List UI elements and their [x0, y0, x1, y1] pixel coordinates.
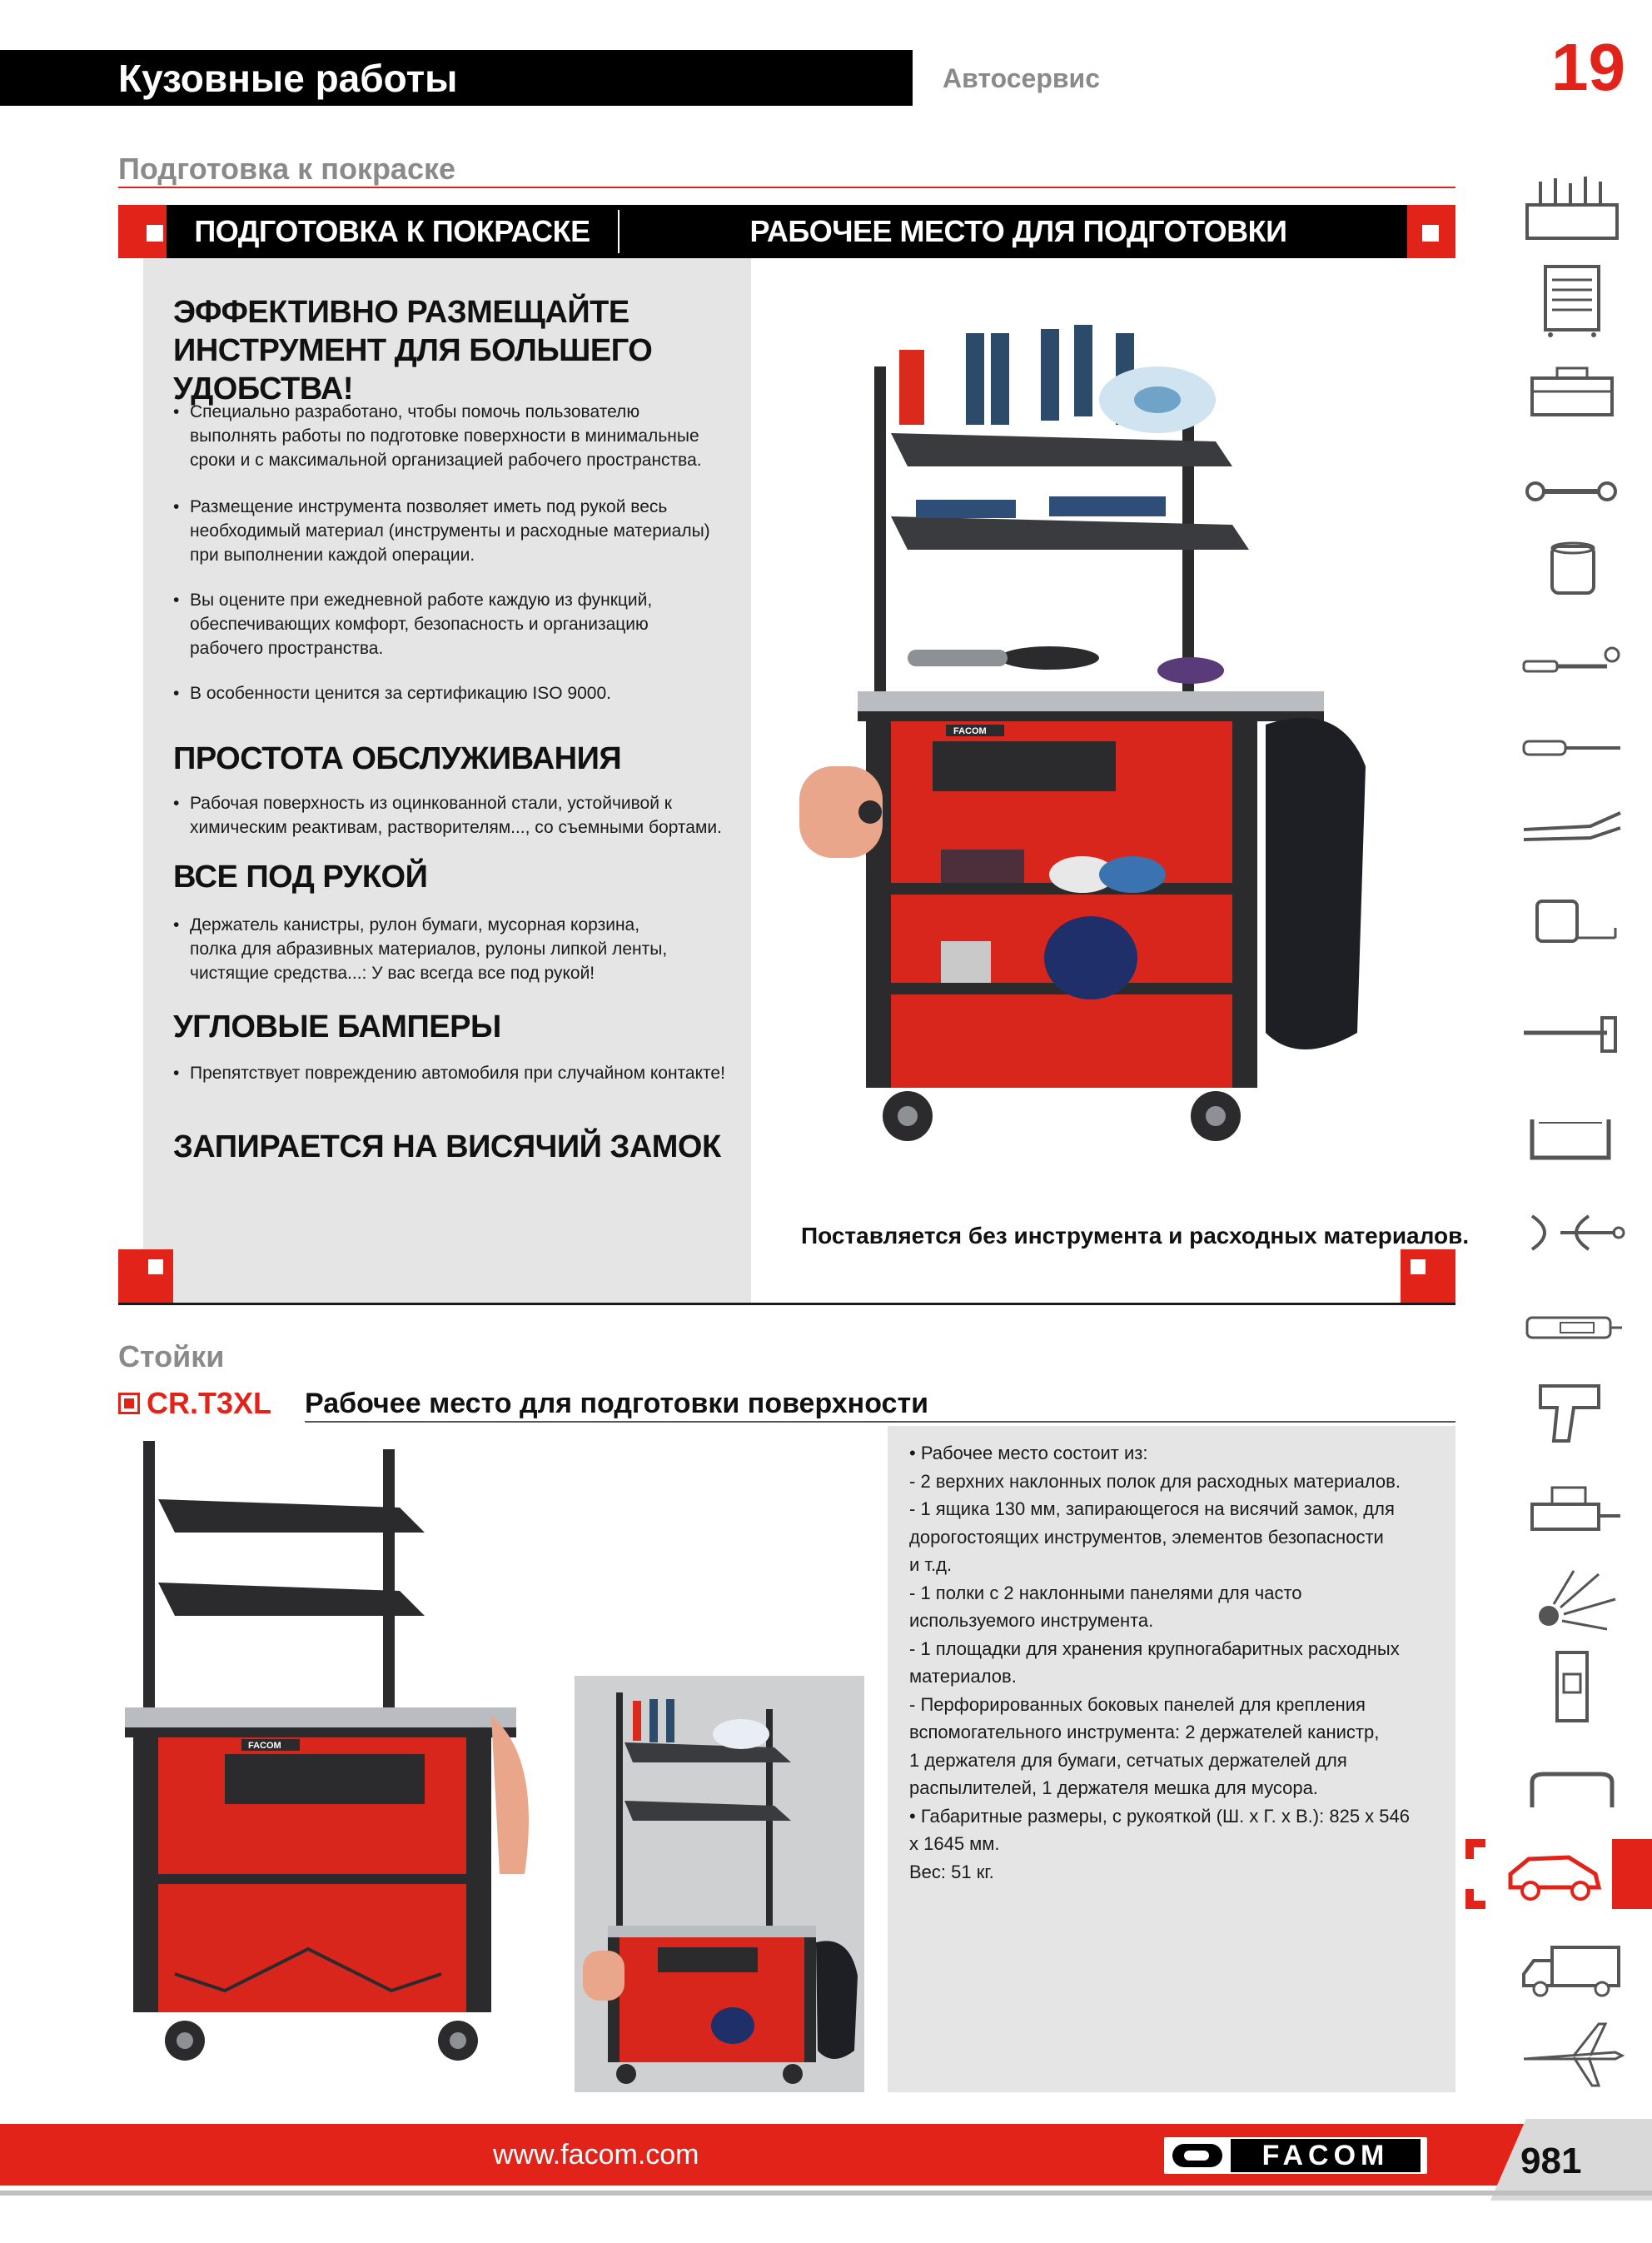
brand-logo-text: FACOM [1231, 2139, 1421, 2172]
loaded-cart-image [575, 1676, 864, 2092]
feature-bullet: • Вы оцените при ежедневной работе каждую из функций, обеспечивающих комфорт, безопасность и организацию рабочего пространства. [173, 591, 653, 658]
feature-bullet: • В особенности ценится за сертификацию ISO 9000. [173, 684, 611, 703]
block-heading: ПРОСТОТА ОБСЛУЖИВАНИЯ [173, 741, 622, 776]
block-heading: УГЛОВЫЕ БАМПЕРЫ [173, 1009, 501, 1044]
product-name: Рабочее место для подготовки поверхности [305, 1388, 928, 1419]
spec-line: - 2 верхних наклонных полок для расходных материалов. [909, 1470, 1401, 1492]
section-title: Стойки [118, 1339, 225, 1373]
socket-icon[interactable] [1515, 530, 1629, 605]
banner-corner-mark [1422, 225, 1439, 242]
hacksaw-icon[interactable] [1515, 1103, 1629, 1178]
block-heading: ВСЕ ПОД РУКОЙ [173, 860, 428, 895]
spec-line: Вес: 51 кг. [909, 1861, 994, 1882]
safety-icon[interactable] [1515, 1566, 1629, 1641]
tool-box-icon[interactable] [1515, 355, 1629, 430]
product-code-marker [118, 1393, 140, 1414]
empty-cart-image [108, 1441, 541, 2091]
footer-rule [0, 2191, 1652, 2196]
ratchet-icon[interactable] [1515, 613, 1629, 688]
electrical-icon[interactable] [1515, 1649, 1629, 1724]
supply-note: Поставляется без инструмента и расходных материалов. [801, 1223, 1470, 1249]
feature-bullet: • Держатель канистры, рулон бумаги, мусорная корзина, полка для абразивных материалов, рулоны липкой ленты, чистящие средства...: У вас всегда все под рукой! [173, 915, 668, 983]
section-divider [118, 187, 1455, 188]
feature-bullet: • Размещение инструмента позволяет иметь под рукой весь необходимый материал (инструменты и расходные материалы) при выполнении каждой операции. [173, 497, 710, 565]
puller-icon[interactable] [1515, 1191, 1629, 1266]
banner-separator [618, 210, 620, 253]
loaded-cart-thumbnail [575, 1676, 864, 2092]
wrench-icon[interactable] [1515, 441, 1629, 516]
tool-chest-icon[interactable] [1515, 263, 1629, 338]
spec-line: • Рабочее место состоит из: [909, 1443, 1148, 1463]
product-divider [305, 1421, 1455, 1423]
workstation-cart-image [799, 300, 1399, 1208]
section-divider-bottom [118, 1303, 1455, 1305]
handle-icon[interactable] [1515, 1749, 1629, 1824]
corner-block-right [1401, 1249, 1455, 1303]
section-title: Подготовка к покраске [118, 152, 456, 186]
airplane-icon[interactable] [1515, 2016, 1629, 2091]
banner-label-left: ПОДГОТОВКА К ПОКРАСКЕ [194, 214, 590, 248]
banner-label-right: РАБОЧЕЕ МЕСТО ДЛЯ ПОДГОТОВКИ ПОВЕРХНОСТЕЙ [749, 214, 1287, 302]
banner-corner-mark [147, 225, 163, 242]
footer-url[interactable]: www.facom.com [493, 2139, 699, 2171]
product-code: CR.T3XL [147, 1386, 272, 1420]
tester-icon[interactable] [1515, 1288, 1629, 1363]
vice-icon[interactable] [1515, 1471, 1629, 1546]
spec-line: • Габаритные размеры, с рукояткой (Ш. х Г. х В.): 825 x 546 x 1645 мм. [909, 1805, 1410, 1854]
tool-set-icon[interactable] [1515, 172, 1629, 247]
page-subtitle: Автосервис [943, 63, 1101, 93]
chapter-number: 19 [1551, 30, 1625, 104]
spec-line: - 1 ящика 130 мм, запирающегося на висячий замок, для дорогостоящих инструментов, элементов безопасности и т.д. [909, 1498, 1395, 1575]
truck-icon[interactable] [1515, 1931, 1629, 2006]
features-headline: ЭФФЕКТИВНО РАЗМЕЩАЙТЕ ИНСТРУМЕНТ ДЛЯ БОЛЬШЕГО УДОБСТВА! [173, 295, 653, 406]
screwdriver-icon[interactable] [1515, 696, 1629, 771]
pliers-icon[interactable] [1515, 788, 1629, 863]
spec-line: - 1 площадки для хранения крупногабаритных расходных материалов. [909, 1637, 1400, 1687]
brand-logo-mark-icon [1164, 2137, 1231, 2174]
feature-bullet: • Специально разработано, чтобы помочь пользователю выполнять работы по подготовке поверхности в минимальные сроки и с максимальной организацией рабочего пространства. [173, 402, 702, 470]
page-number: 981 [1520, 2141, 1582, 2181]
corner-mark [1411, 1259, 1426, 1274]
feature-bullet: • Рабочая поверхность из оцинкованной стали, устойчивой к химическим реактивам, растворителям..., со съемными бортами. [173, 794, 722, 837]
page-title: Кузовные работы [118, 57, 458, 100]
block-heading: ЗАПИРАЕТСЯ НА ВИСЯЧИЙ ЗАМОК [173, 1129, 721, 1164]
corner-mark [148, 1259, 163, 1274]
feature-bullet: • Препятствует повреждению автомобиля при случайном контакте! [173, 1064, 725, 1083]
cart-brand-label: FACOM [248, 1741, 281, 1751]
spec-list [909, 1439, 1442, 1886]
car-icon[interactable] [1499, 1837, 1612, 1912]
hammer-icon[interactable] [1515, 989, 1629, 1064]
impact-wrench-icon[interactable] [1515, 1369, 1629, 1444]
corner-block-left [118, 1249, 173, 1303]
tape-measure-icon[interactable] [1515, 881, 1629, 956]
cart-brand-label: FACOM [953, 726, 987, 736]
spec-line: - Перфорированных боковых панелей для крепления вспомогательного инструмента: 2 держателей канистр, 1 держателя для бумаги, сетчатых держателей для распылителей, 1 держателя мешка для мусора. [909, 1693, 1380, 1798]
spec-line: - 1 полки с 2 наклонными панелями для часто используемого инструмента. [909, 1582, 1302, 1631]
